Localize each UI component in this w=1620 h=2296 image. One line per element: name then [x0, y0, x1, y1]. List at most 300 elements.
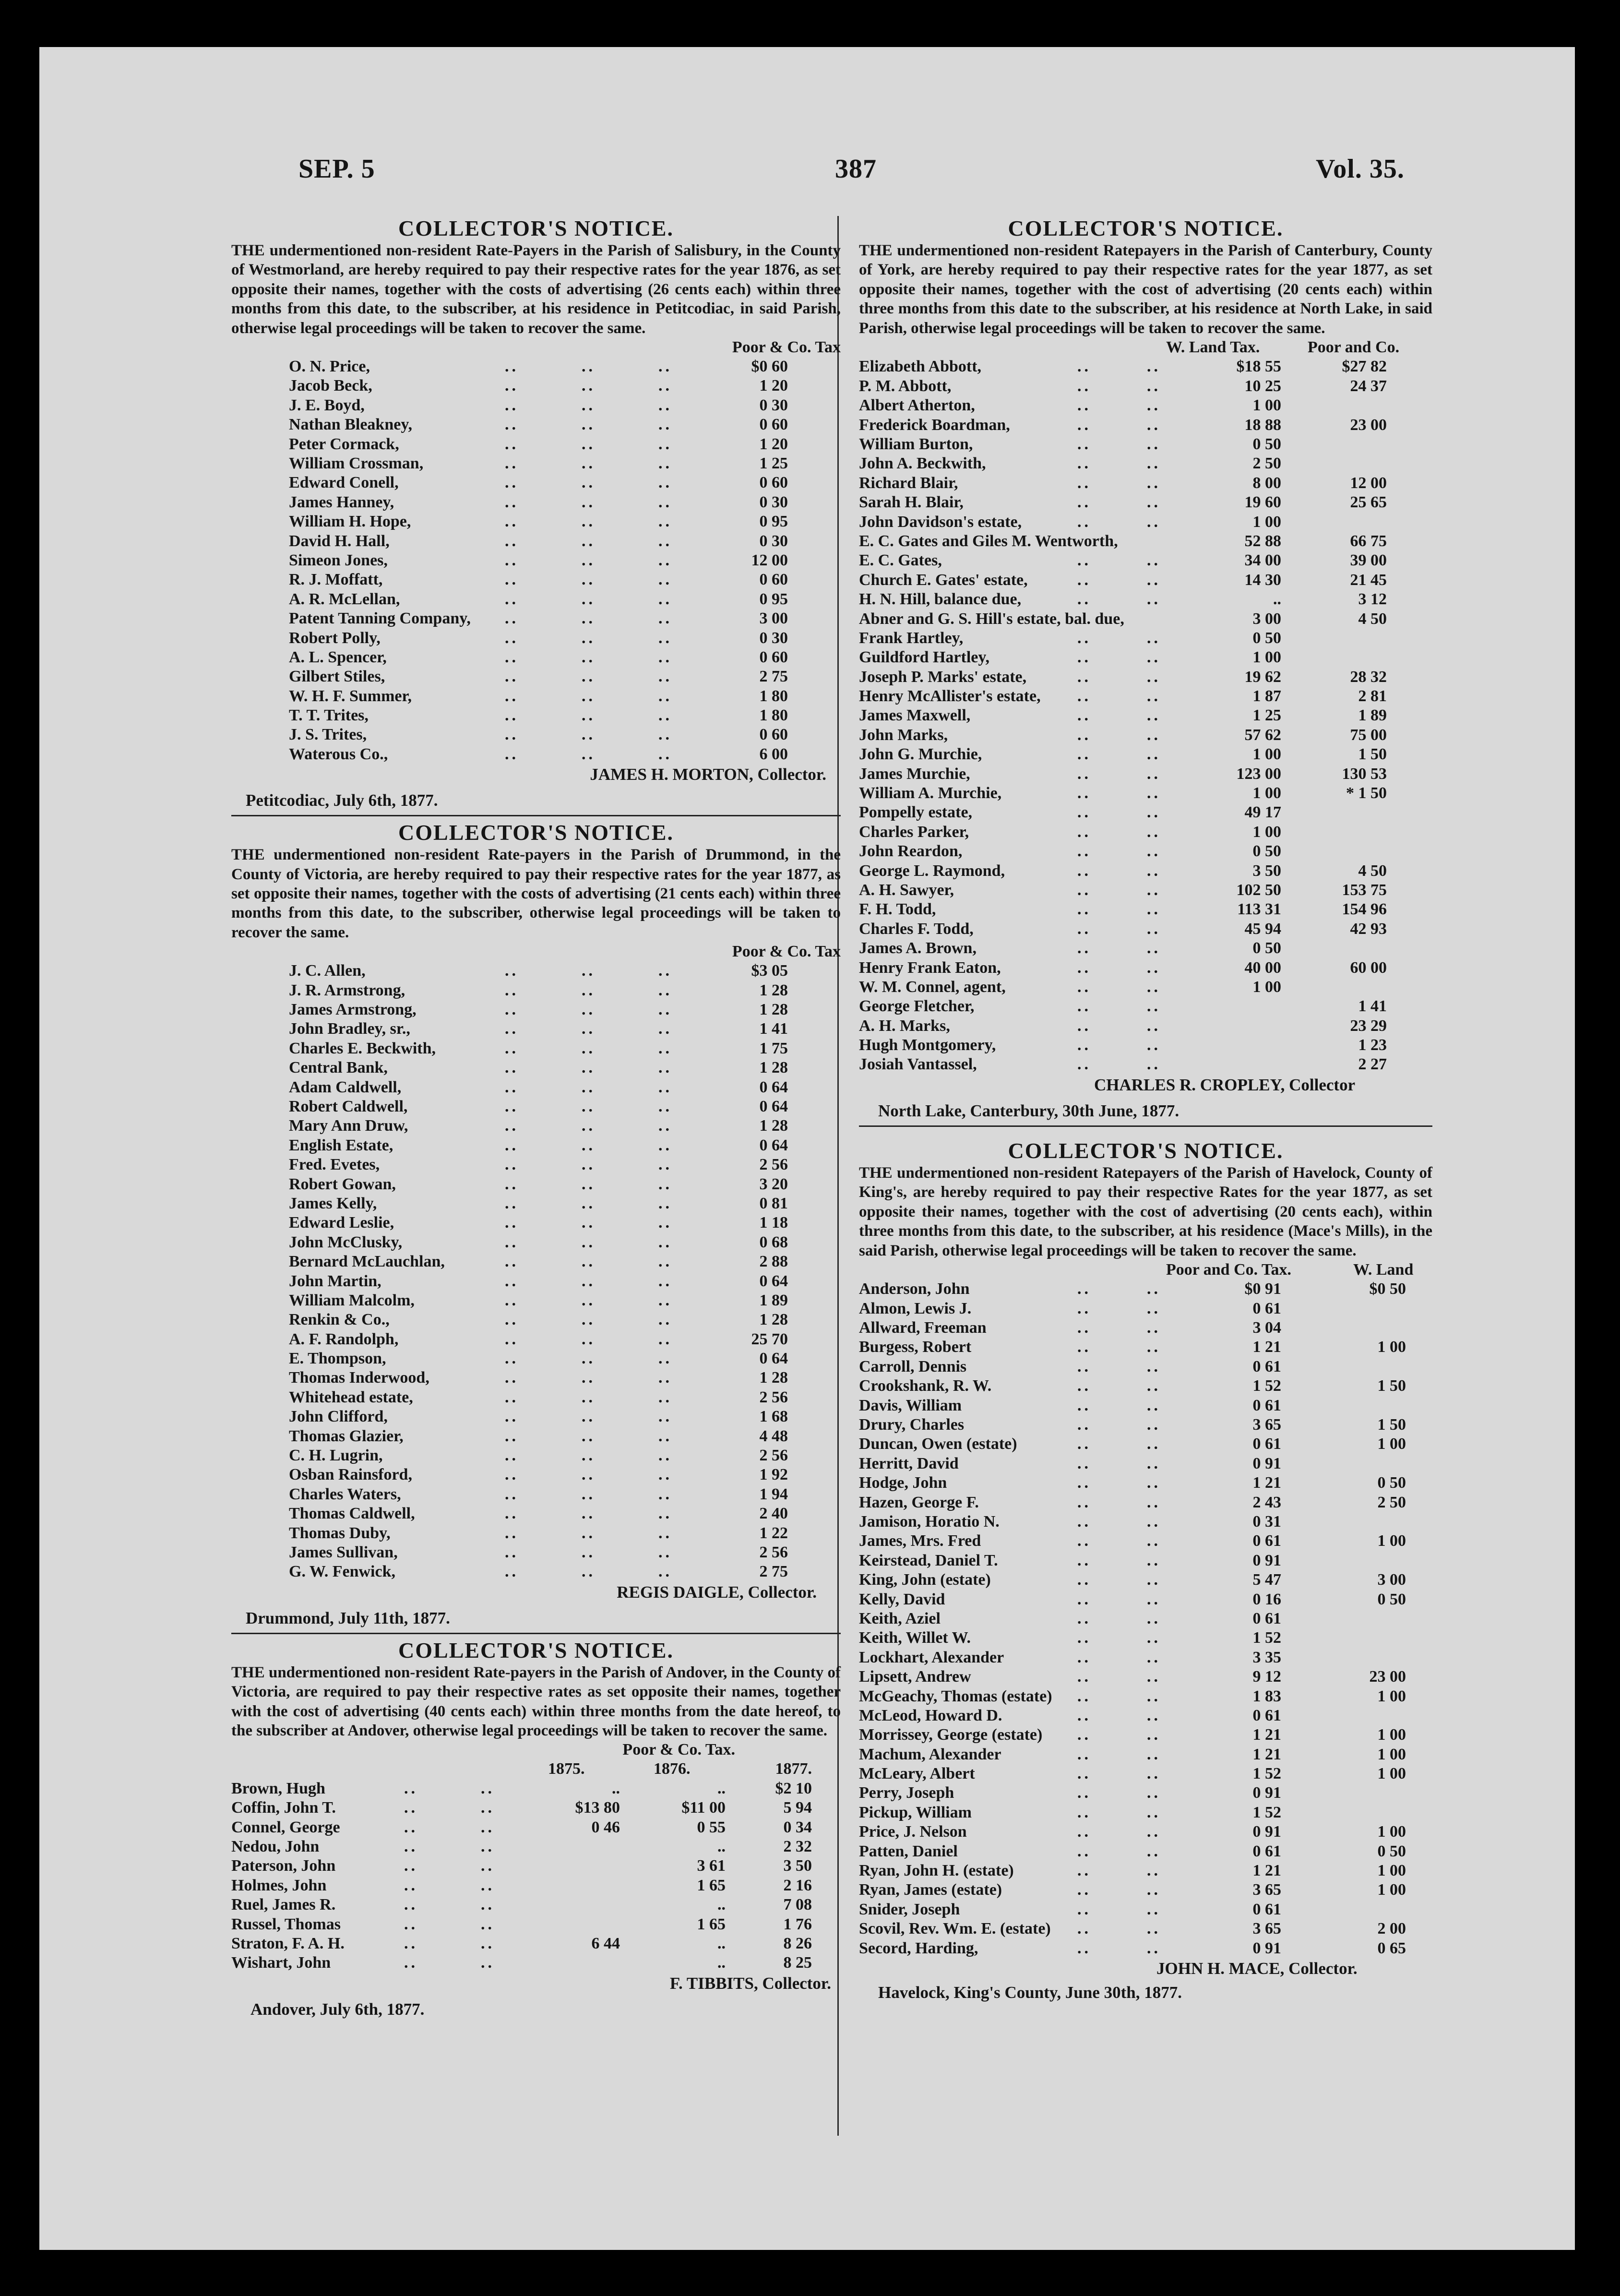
leader-dots: .. [481, 1934, 495, 1952]
list-item [859, 1357, 1432, 1376]
ratepayer-name: Waterous Co., [289, 745, 388, 763]
ratepayer-name: James Hanney, [289, 493, 394, 511]
leader-dots: .. [658, 1524, 672, 1542]
tax-1877: 2 16 [783, 1876, 812, 1894]
list-item [231, 1175, 841, 1194]
leader-dots: .. [582, 1330, 596, 1348]
poor-co-tax: 154 96 [1342, 900, 1387, 919]
list-item [231, 706, 841, 725]
ratepayer-name: John A. Beckwith, [859, 454, 986, 473]
leader-dots: .. [1147, 416, 1161, 434]
leader-dots: .. [582, 745, 596, 763]
leader-dots: .. [582, 610, 596, 628]
notice-canterbury [859, 216, 1432, 1127]
tax-1877: 3 50 [783, 1857, 812, 1875]
leader-dots: .. [505, 687, 519, 705]
leader-dots: .. [505, 1194, 519, 1212]
ratepayer-list [859, 1280, 1432, 1958]
leader-dots: .. [481, 1779, 495, 1797]
poor-co-tax: 21 45 [1350, 571, 1387, 589]
list-item [231, 1388, 841, 1407]
poor-co-tax: 1 21 [1252, 1474, 1281, 1492]
list-item [231, 648, 841, 667]
list-item [231, 376, 841, 395]
notice-title: COLLECTOR'S NOTICE. [398, 1638, 674, 1662]
dateline: Drummond, July 11th, 1877. [246, 1608, 450, 1627]
land-tax: 1 00 [1377, 1435, 1406, 1453]
leader-dots: .. [1147, 861, 1161, 880]
list-item [859, 1803, 1432, 1822]
list-item [231, 1779, 841, 1798]
leader-dots: .. [582, 1369, 596, 1387]
leader-dots: .. [1077, 551, 1091, 570]
ratepayer-name: Secord, Harding, [859, 1939, 978, 1957]
list-item [859, 726, 1432, 745]
leader-dots: .. [582, 981, 596, 999]
ratepayer-name: Peter Cormack, [289, 435, 399, 453]
tax-amount: 0 30 [759, 532, 788, 550]
tax-amount: 0 60 [759, 416, 788, 434]
notice-body: THE undermentioned non-resident Rate-payers in the Parish of Andover, in the County of Victoria, are required to pay their respective rates as set opposite their names, together with the cost of advertising (40 cents each) within three months from the date hereof, to the subscriber at Andover, otherwise legal proceedings will be taken to recover the same. [231, 1663, 841, 1739]
tax-1876: .. [717, 1896, 726, 1914]
list-item [231, 1310, 841, 1329]
ratepayer-name: O. N. Price, [289, 358, 370, 376]
list-item [859, 610, 1432, 629]
leader-dots: .. [1147, 493, 1161, 512]
list-item [859, 900, 1432, 919]
leader-dots: .. [1147, 1396, 1161, 1414]
land-tax: 0 50 [1252, 939, 1281, 957]
ratepayer-name: Holmes, John [231, 1876, 327, 1894]
list-item [859, 1016, 1432, 1036]
leader-dots: .. [1147, 1706, 1161, 1724]
leader-dots: .. [1077, 396, 1091, 415]
leader-dots: .. [1077, 997, 1091, 1016]
land-tax: $18 55 [1236, 358, 1281, 376]
ratepayer-name: Paterson, John [231, 1857, 336, 1875]
ratepayer-name: Charles Waters, [289, 1485, 401, 1503]
leader-dots: .. [658, 1563, 672, 1581]
leader-dots: .. [582, 1214, 596, 1232]
leader-dots: .. [505, 1039, 519, 1057]
list-item [859, 861, 1432, 881]
leader-dots: .. [658, 1253, 672, 1271]
leader-dots: .. [1077, 571, 1091, 589]
land-tax: 2 00 [1377, 1920, 1406, 1938]
tax-1875: 6 44 [591, 1934, 620, 1952]
ratepayer-name: Charles Parker, [859, 823, 969, 841]
land-tax: 0 50 [1377, 1590, 1406, 1608]
leader-dots: .. [582, 493, 596, 511]
leader-dots: .. [505, 493, 519, 511]
leader-dots: .. [582, 1388, 596, 1406]
list-item [859, 1628, 1432, 1648]
leader-dots: .. [582, 1001, 596, 1019]
leader-dots: .. [658, 474, 672, 492]
leader-dots: .. [1077, 1454, 1091, 1472]
list-item [231, 1213, 841, 1232]
tax-1876: .. [717, 1934, 726, 1952]
poor-co-tax: 1 21 [1252, 1862, 1281, 1880]
leader-dots: .. [1147, 1900, 1161, 1918]
leader-dots: .. [505, 1078, 519, 1096]
leader-dots: .. [1077, 1668, 1091, 1686]
leader-dots: .. [658, 1175, 672, 1193]
ratepayer-name: Coffin, John T. [231, 1799, 336, 1817]
ratepayer-name: J. S. Trites, [289, 726, 367, 744]
leader-dots: .. [404, 1876, 418, 1894]
land-tax: 19 60 [1244, 493, 1281, 512]
tax-amount: 25 70 [751, 1330, 788, 1348]
tax-1877: 0 34 [783, 1818, 812, 1836]
tax-1876: $11 00 [681, 1799, 726, 1817]
notice-drummond [231, 820, 841, 1634]
leader-dots: .. [582, 1272, 596, 1290]
land-tax: 52 88 [1244, 532, 1281, 550]
leader-dots: .. [582, 648, 596, 666]
tax-amount: 0 60 [759, 474, 788, 492]
tax-amount: 0 60 [759, 648, 788, 666]
tax-amount: 0 30 [759, 629, 788, 647]
ratepayer-name: William Malcolm, [289, 1291, 415, 1309]
leader-dots: .. [582, 551, 596, 569]
tax-1876: 0 55 [697, 1818, 726, 1836]
ratepayer-name: Hugh Montgomery, [859, 1036, 996, 1054]
leader-dots: .. [1147, 1803, 1161, 1821]
tax-amount: 1 28 [759, 1059, 788, 1077]
leader-dots: .. [1077, 1920, 1091, 1938]
leader-dots: .. [1147, 1357, 1161, 1375]
leader-dots: .. [1147, 803, 1161, 822]
list-item [231, 435, 841, 454]
leader-dots: .. [1077, 1435, 1091, 1453]
leader-dots: .. [505, 454, 519, 472]
leader-dots: .. [582, 1194, 596, 1212]
leader-dots: .. [481, 1799, 495, 1817]
list-item [859, 706, 1432, 725]
land-tax: 1 00 [1377, 1532, 1406, 1550]
list-item [231, 745, 841, 764]
leader-dots: .. [1077, 1939, 1091, 1957]
tax-amount: 2 56 [759, 1447, 788, 1465]
leader-dots: .. [1077, 1493, 1091, 1511]
leader-dots: .. [404, 1896, 418, 1914]
leader-dots: .. [582, 687, 596, 705]
ratepayer-name: Lockhart, Alexander [859, 1648, 1004, 1666]
leader-dots: .. [582, 1253, 596, 1271]
ratepayer-name: A. H. Sawyer, [859, 881, 954, 899]
poor-co-tax: 60 00 [1350, 958, 1387, 977]
ratepayer-list [231, 1779, 841, 1973]
leader-dots: .. [582, 706, 596, 725]
notice-body: THE undermentioned non-resident Ratepayers of the Parish of Havelock, County of King's, are hereby required to pay their respective Rates for the year 1877, as set opposite their names, together with the cost of advertising (20 cents each), within three months from this date, to the subscriber, at his residence (Mace's Mills), in the said Parish, otherwise legal proceedings will be taken to recover the same. [859, 1164, 1432, 1259]
ratepayer-name: Anderson, John [859, 1280, 970, 1298]
tax-1876: 1 65 [697, 1876, 726, 1894]
header-page-number: 387 [835, 154, 877, 184]
leader-dots: .. [658, 1311, 672, 1329]
ratepayer-name: Elizabeth Abbott, [859, 358, 982, 376]
leader-dots: .. [1147, 1532, 1161, 1550]
year-1876: 1876. [654, 1760, 691, 1778]
leader-dots: .. [505, 1233, 519, 1251]
list-item [231, 1233, 841, 1252]
poor-co-tax: 23 29 [1350, 1016, 1387, 1035]
leader-dots: .. [582, 1524, 596, 1542]
list-item [859, 1570, 1432, 1590]
poor-co-tax: 1 41 [1358, 997, 1387, 1016]
list-item [231, 1078, 841, 1097]
column-header-poor-co: Poor and Co. Tax. [1166, 1260, 1292, 1279]
leader-dots: .. [582, 1466, 596, 1484]
leader-dots: .. [505, 610, 519, 628]
list-item [859, 1299, 1432, 1318]
land-tax: 1 00 [1377, 1823, 1406, 1841]
leader-dots: .. [404, 1818, 418, 1836]
leader-dots: .. [1147, 1726, 1161, 1744]
tax-amount: 0 64 [759, 1272, 788, 1290]
tax-1876: .. [717, 1837, 726, 1855]
tax-amount: 1 20 [759, 435, 788, 453]
ratepayer-name: Albert Atherton, [859, 396, 975, 415]
collector-signature: JAMES H. MORTON, Collector. [590, 765, 826, 784]
leader-dots: .. [1147, 1377, 1161, 1395]
ratepayer-name: Jacob Beck, [289, 377, 372, 395]
list-item [231, 590, 841, 609]
list-item [859, 687, 1432, 706]
tax-amount: 2 88 [759, 1253, 788, 1271]
ratepayer-name: Henry McAllister's estate, [859, 687, 1041, 706]
list-item [859, 1725, 1432, 1745]
leader-dots: .. [505, 396, 519, 414]
list-item [859, 1900, 1432, 1919]
ratepayer-name: George L. Raymond, [859, 861, 1005, 880]
ratepayer-name: Thomas Caldwell, [289, 1505, 415, 1523]
year-1875: 1875. [548, 1760, 585, 1778]
list-item [231, 1524, 841, 1543]
column-header-poor-co: Poor and Co. [1308, 338, 1400, 357]
leader-dots: .. [505, 1563, 519, 1581]
leader-dots: .. [1147, 454, 1161, 473]
leader-dots: .. [582, 1136, 596, 1154]
ratepayer-name: Thomas Inderwood, [289, 1369, 429, 1387]
land-tax: 18 88 [1244, 416, 1281, 434]
list-item [859, 1745, 1432, 1764]
leader-dots: .. [505, 1291, 519, 1309]
ratepayer-name: Keirstead, Daniel T. [859, 1551, 998, 1569]
poor-co-tax: 0 61 [1252, 1435, 1281, 1453]
leader-dots: .. [1147, 765, 1161, 783]
leader-dots: .. [658, 377, 672, 395]
leader-dots: .. [658, 1505, 672, 1523]
tax-amount: 1 89 [759, 1291, 788, 1309]
notice-body: THE undermentioned non-resident Rate-Payers in the Parish of Salisbury, in the County of Westmorland, are hereby required to pay their respective rates for the year 1876, as set opposite their names, together with the costs of advertising (26 cents each) within three months from this date, to the subscriber, at his residence in Petitcodiac, in said Parish, otherwise legal proceedings will be taken to recover the same. [231, 242, 841, 337]
leader-dots: .. [505, 532, 519, 550]
leader-dots: .. [1147, 1920, 1161, 1938]
ratepayer-name: John G. Murchie, [859, 745, 982, 764]
leader-dots: .. [1147, 1016, 1161, 1035]
land-tax: 1 00 [1377, 1745, 1406, 1763]
leader-dots: .. [658, 1059, 672, 1077]
tax-amount: 1 80 [759, 687, 788, 705]
ratepayer-name: Allward, Freeman [859, 1319, 987, 1337]
land-tax: 1 00 [1377, 1862, 1406, 1880]
poor-co-tax: 23 00 [1350, 416, 1387, 434]
poor-co-tax: 1 52 [1252, 1765, 1281, 1783]
poor-co-tax: 0 91 [1252, 1939, 1281, 1957]
leader-dots: .. [1077, 1706, 1091, 1724]
leader-dots: .. [658, 1098, 672, 1115]
land-tax: 0 50 [1252, 629, 1281, 647]
list-item [231, 454, 841, 473]
tax-amount: 0 60 [759, 726, 788, 744]
leader-dots: .. [1147, 1474, 1161, 1492]
column-header-row [859, 1260, 1432, 1280]
list-item [859, 1939, 1432, 1958]
leader-dots: .. [1077, 454, 1091, 473]
ratepayer-name: Frank Hartley, [859, 629, 964, 647]
list-item [859, 958, 1432, 978]
list-item [859, 454, 1432, 473]
leader-dots: .. [1147, 958, 1161, 977]
ratepayer-name: Edward Conell, [289, 474, 399, 492]
leader-dots: .. [658, 1039, 672, 1057]
list-item [859, 1512, 1432, 1531]
tax-1875: .. [612, 1779, 620, 1797]
leader-dots: .. [658, 648, 672, 666]
leader-dots: .. [505, 416, 519, 434]
leader-dots: .. [505, 1001, 519, 1019]
tax-amount: 2 75 [759, 668, 788, 686]
leader-dots: .. [582, 1427, 596, 1445]
leader-dots: .. [582, 396, 596, 414]
ratepayer-name: Church E. Gates' estate, [859, 571, 1028, 589]
ratepayer-name: C. H. Lugrin, [289, 1447, 383, 1465]
land-tax: 1 87 [1252, 687, 1281, 706]
leader-dots: .. [1147, 648, 1161, 667]
ratepayer-name: A. H. Marks, [859, 1016, 950, 1035]
land-tax: 2 50 [1377, 1493, 1406, 1511]
leader-dots: .. [1147, 687, 1161, 706]
ratepayer-name: W. H. F. Summer, [289, 687, 412, 705]
ratepayer-name: Russel, Thomas [231, 1915, 341, 1933]
collector-signature: REGIS DAIGLE, Collector. [617, 1582, 817, 1602]
leader-dots: .. [1147, 1512, 1161, 1531]
poor-co-tax: 1 21 [1252, 1726, 1281, 1744]
leader-dots: .. [1077, 590, 1091, 609]
leader-dots: .. [582, 1311, 596, 1329]
tax-amount: 3 00 [759, 610, 788, 628]
ratepayer-name: J. C. Allen, [289, 962, 366, 980]
leader-dots: .. [582, 962, 596, 980]
list-item [231, 357, 841, 376]
poor-co-tax: 0 61 [1252, 1396, 1281, 1414]
leader-dots: .. [658, 1001, 672, 1019]
leader-dots: .. [658, 1447, 672, 1465]
land-tax: 19 62 [1244, 668, 1281, 686]
list-item [859, 1036, 1432, 1055]
ratepayer-list [231, 961, 841, 1582]
ratepayer-name: Guildford Hartley, [859, 648, 989, 667]
leader-dots: .. [481, 1857, 495, 1875]
section-rule [859, 1125, 1432, 1127]
ratepayer-name: Nedou, John [231, 1837, 320, 1855]
poor-co-tax: 0 61 [1252, 1842, 1281, 1860]
poor-co-tax: 9 12 [1252, 1668, 1281, 1686]
ratepayer-name: Charles F. Todd, [859, 920, 974, 938]
leader-dots: .. [658, 532, 672, 550]
leader-dots: .. [582, 1059, 596, 1077]
tax-amount: 2 56 [759, 1388, 788, 1406]
leader-dots: .. [658, 1485, 672, 1503]
list-item [231, 1000, 841, 1019]
column-header: Poor & Co. Tax [732, 943, 841, 961]
tax-amount: 0 30 [759, 493, 788, 511]
list-item [859, 803, 1432, 822]
leader-dots: .. [481, 1915, 495, 1933]
notice-title: COLLECTOR'S NOTICE. [398, 216, 674, 240]
leader-dots: .. [582, 454, 596, 472]
leader-dots: .. [1077, 1687, 1091, 1705]
poor-co-tax: 1 52 [1252, 1629, 1281, 1647]
leader-dots: .. [658, 435, 672, 453]
leader-dots: .. [1077, 726, 1091, 744]
leader-dots: .. [1147, 1571, 1161, 1589]
list-item [859, 357, 1432, 376]
leader-dots: .. [505, 1427, 519, 1445]
leader-dots: .. [505, 1253, 519, 1271]
poor-co-tax: 4 50 [1358, 861, 1387, 880]
leader-dots: .. [658, 1078, 672, 1096]
leader-dots: .. [1077, 745, 1091, 764]
tax-amount: 1 20 [759, 377, 788, 395]
column-header-row [859, 338, 1432, 357]
ratepayer-name: Straton, F. A. H. [231, 1934, 345, 1952]
leader-dots: .. [505, 745, 519, 763]
leader-dots: .. [1077, 687, 1091, 706]
ratepayer-name: A. F. Randolph, [289, 1330, 399, 1348]
leader-dots: .. [1147, 745, 1161, 764]
ratepayer-name: Osban Rainsford, [289, 1466, 412, 1484]
leader-dots: .. [582, 668, 596, 686]
leader-dots: .. [1077, 435, 1091, 453]
leader-dots: .. [1077, 1551, 1091, 1569]
land-tax: 1 00 [1252, 823, 1281, 841]
ratepayer-name: King, John (estate) [859, 1571, 991, 1589]
ratepayer-name: Renkin & Co., [289, 1311, 390, 1329]
leader-dots: .. [582, 377, 596, 395]
tax-amount: 1 28 [759, 1369, 788, 1387]
leader-dots: .. [505, 1020, 519, 1038]
leader-dots: .. [658, 1194, 672, 1212]
ratepayer-name: John Martin, [289, 1272, 381, 1290]
leader-dots: .. [1147, 784, 1161, 802]
land-tax: 14 30 [1244, 571, 1281, 589]
leader-dots: .. [582, 1233, 596, 1251]
section-rule [231, 1633, 841, 1634]
leader-dots: .. [1077, 1280, 1091, 1298]
tax-amount: 1 18 [759, 1214, 788, 1232]
leader-dots: .. [505, 1059, 519, 1077]
list-item [231, 1562, 841, 1581]
leader-dots: .. [1077, 939, 1091, 957]
list-item [231, 1876, 841, 1895]
poor-co-tax: 153 75 [1342, 881, 1387, 899]
list-item [859, 668, 1432, 687]
leader-dots: .. [1077, 1862, 1091, 1880]
ratepayer-name: W. M. Connel, agent, [859, 978, 1006, 996]
list-item [859, 1764, 1432, 1783]
list-item [231, 1427, 841, 1446]
